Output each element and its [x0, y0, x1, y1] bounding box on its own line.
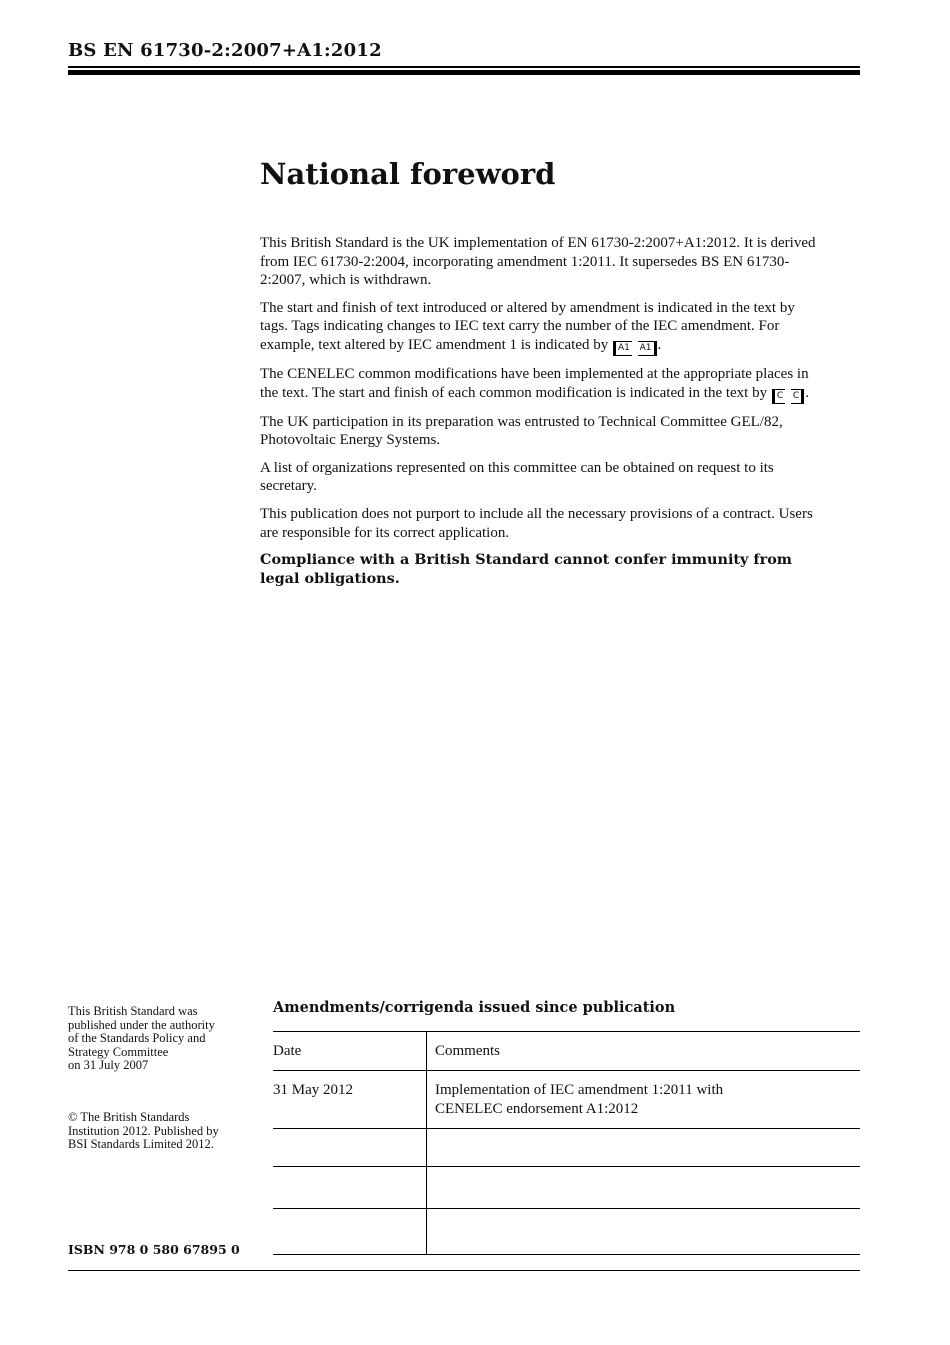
copyright-note: [68, 1111, 258, 1152]
table-header-row: [273, 1032, 860, 1071]
isbn-number: ISBN 978 0 580 67895 0: [68, 1242, 240, 1257]
paragraph-cenelec-text: The CENELEC common modifications have been implemented at the appropriate places in the text. The start and finish of each common modification is indicated in the text by: [260, 365, 809, 401]
amendment-open-tag-icon: A1: [613, 341, 632, 356]
publication-note: [68, 1005, 258, 1073]
empty-date-cell: [273, 1167, 427, 1209]
publication-note-line: published under the authority: [68, 1017, 215, 1032]
publication-note-line: on 31 July 2007: [68, 1058, 149, 1073]
paragraph-amendment-tags-text: The start and finish of text introduced or altered by amendment is indicated in the text by tags. Tags indicating changes to IEC text carry the number of the IEC amendment. For example, text altered by IEC amendment 1 is indicated by: [260, 299, 795, 353]
paragraph-amendment-period: .: [657, 336, 662, 353]
table-row: [273, 1209, 860, 1255]
foreword-body: [260, 234, 825, 597]
header-rule-thin: [68, 66, 860, 68]
paragraph-contract: This publication does not purport to include all the necessary provisions of a contract. Users are responsible for its correct application.: [260, 505, 813, 541]
paragraph-cenelec-period: .: [805, 384, 809, 401]
empty-comments-cell: [427, 1167, 861, 1209]
paragraph-compliance: Compliance with a British Standard cannot confer immunity from legal obligations.: [260, 551, 793, 587]
amendment-comments-cell: [427, 1071, 861, 1129]
column-header-comments: Comments: [427, 1032, 861, 1071]
publication-note-line: This British Standard was: [68, 1004, 198, 1018]
amendments-heading: Amendments/corrigenda issued since publication: [273, 999, 676, 1016]
amendment-date-cell: 31 May 2012: [273, 1071, 427, 1129]
column-header-date: Date: [273, 1032, 427, 1071]
publication-note-line: Strategy Committee: [68, 1044, 169, 1059]
empty-date-cell: [273, 1209, 427, 1255]
publication-note-line: of the Standards Policy and: [68, 1031, 206, 1046]
paragraph-implementation: This British Standard is the UK implementation of EN 61730-2:2007+A1:2012. It is derived from IEC 61730-2:2004, incorporating amendment 1:2011. It supersedes BS EN 61730-2:2007, which is withdrawn.: [260, 235, 816, 289]
header-rule-thick: [68, 70, 860, 75]
copyright-note-line: BSI Standards Limited 2012.: [68, 1137, 214, 1152]
paragraph-committee: The UK participation in its preparation was entrusted to Technical Committee GEL/82, Photovoltaic Energy Systems.: [260, 413, 783, 449]
empty-comments-cell: [427, 1129, 861, 1167]
paragraph-cenelec: [260, 365, 825, 404]
copyright-note-line: Institution 2012. Published by: [68, 1123, 219, 1138]
table-row: [273, 1167, 860, 1209]
amendments-table: [273, 1031, 860, 1255]
copyright-note-line: © The British Standards: [68, 1110, 190, 1124]
table-row: [273, 1129, 860, 1167]
amendment-close-tag-icon: A1: [638, 341, 657, 356]
empty-date-cell: [273, 1129, 427, 1167]
cenelec-close-tag-icon: C: [791, 389, 804, 404]
document-header-title: BS EN 61730-2:2007+A1:2012: [68, 40, 382, 61]
amendment-comments-line: Implementation of IEC amendment 1:2011 with: [435, 1082, 724, 1098]
footer-rule: [68, 1270, 860, 1271]
paragraph-amendment-tags: [260, 299, 825, 356]
cenelec-open-tag-icon: C: [772, 389, 785, 404]
page-title: National foreword: [260, 157, 556, 191]
paragraph-organizations: A list of organizations represented on this committee can be obtained on request to its secretary.: [260, 459, 774, 495]
empty-comments-cell: [427, 1209, 861, 1255]
table-row: [273, 1071, 860, 1129]
amendment-comments-line: CENELEC endorsement A1:2012: [435, 1100, 639, 1117]
